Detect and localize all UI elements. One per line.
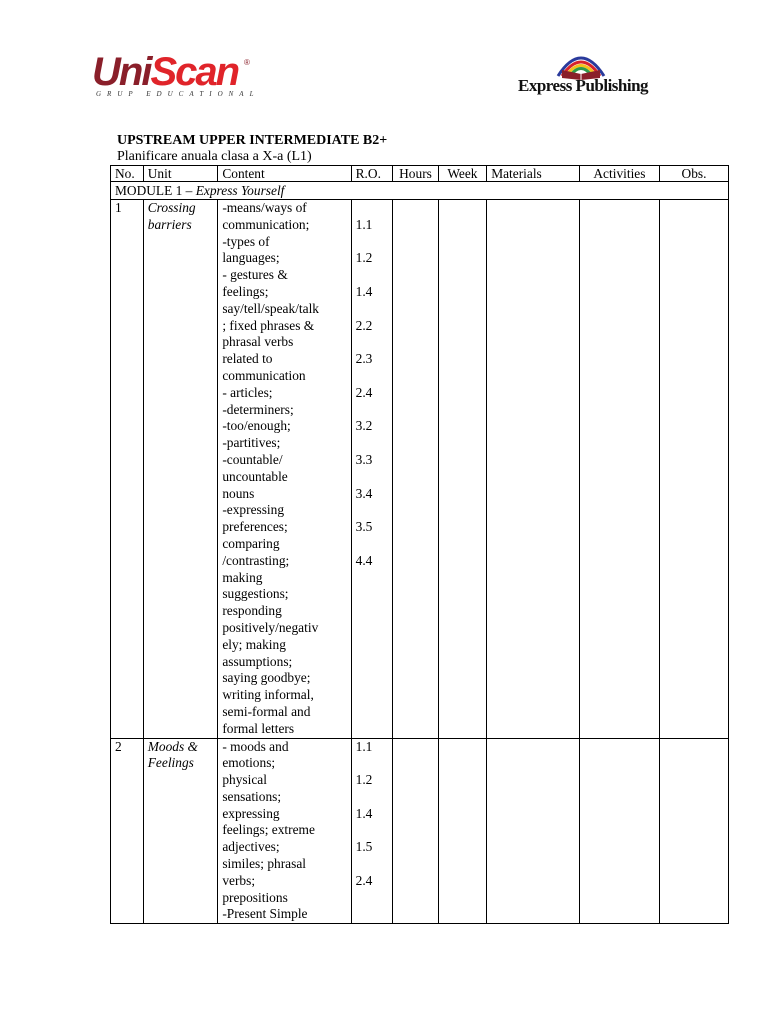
header-obs: Obs. xyxy=(660,166,729,182)
cell-week xyxy=(438,738,487,924)
cell-obs xyxy=(660,738,729,924)
annual-plan-table xyxy=(110,165,729,924)
header-hours: Hours xyxy=(393,166,438,182)
cell-ro: 1.1 1.2 1.4 1.5 2.4 xyxy=(351,738,393,924)
uniscan-logo xyxy=(92,50,262,110)
table-row xyxy=(111,200,729,739)
cell-obs xyxy=(660,200,729,739)
document-subtitle: Planificare anuala clasa a X-a (L1) xyxy=(117,149,312,164)
uniscan-subtitle: GRUP EDUCATIONAL xyxy=(96,90,260,98)
registered-mark: ® xyxy=(244,58,250,67)
cell-ro: 1.1 1.2 1.4 2.2 2.3 2.4 3.2 3.3 3.4 3.5 4.4 xyxy=(351,200,393,739)
cell-content: -means/ways of communication; -types of languages; - gestures & feelings; say/tell/speak/talk ; fixed phrases & phrasal verbs related to communication - articles; -determiners; -too/enough; -partitives; -countable/ uncountable nouns -expressing preferences; comparing /contrasting; making suggestions; responding positively/negativ ely; making assumptions; saying goodbye; writing informal, semi-formal and formal letters xyxy=(218,200,351,739)
module-name: Express Yourself xyxy=(195,183,285,198)
cell-activities xyxy=(579,200,659,739)
cell-content: - moods and emotions; physical sensations; expressing feelings; extreme adjectives; similes; phrasal verbs; prepositions -Present Simple xyxy=(218,738,351,924)
table-row xyxy=(111,738,729,924)
cell-unit: Moods & Feelings xyxy=(143,738,218,924)
cell-hours xyxy=(393,738,438,924)
header-unit: Unit xyxy=(143,166,218,182)
cell-activities xyxy=(579,738,659,924)
open-book-icon xyxy=(552,46,610,80)
document-title: UPSTREAM UPPER INTERMEDIATE B2+ xyxy=(117,133,388,148)
header-no: No. xyxy=(111,166,144,182)
header-ro: R.O. xyxy=(351,166,393,182)
cell-unit: Crossing barriers xyxy=(143,200,218,739)
express-publishing-logo xyxy=(518,46,658,100)
table-header-row xyxy=(111,166,729,182)
cell-no: 2 xyxy=(111,738,144,924)
header-activities: Activities xyxy=(579,166,659,182)
header-materials: Materials xyxy=(487,166,580,182)
uniscan-wordmark xyxy=(92,50,238,94)
header-week: Week xyxy=(438,166,487,182)
cell-materials xyxy=(487,200,580,739)
uniscan-uni: Uni xyxy=(92,50,151,94)
express-publishing-name: Express Publishing xyxy=(518,76,649,95)
module-row xyxy=(111,182,729,200)
uniscan-scan: Scan xyxy=(150,50,239,94)
cell-week xyxy=(438,200,487,739)
header-content: Content xyxy=(218,166,351,182)
module-prefix: MODULE 1 – xyxy=(115,183,196,198)
module-title xyxy=(111,182,729,200)
cell-hours xyxy=(393,200,438,739)
cell-materials xyxy=(487,738,580,924)
cell-no: 1 xyxy=(111,200,144,739)
